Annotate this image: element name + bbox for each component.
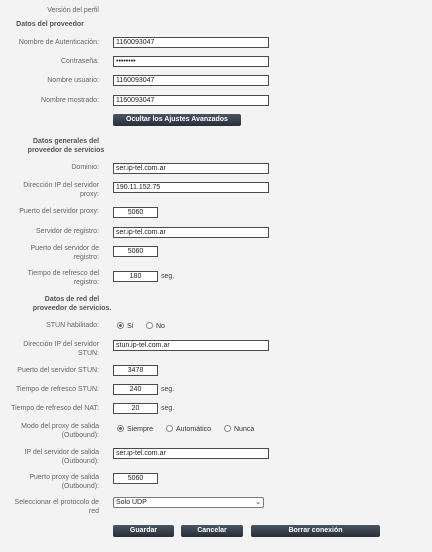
stun-yes-radio[interactable] [117, 322, 124, 329]
stun-yes-label: Sí [127, 323, 134, 330]
chevron-down-icon: ⌄ [255, 499, 261, 506]
registrar-port-label-line1: Puerto del servidor de [30, 245, 99, 252]
save-button[interactable]: Guardar [113, 525, 174, 537]
password-label: Contraseña: [60, 58, 99, 65]
general-section-title-line1: Datos generales del [32, 138, 100, 145]
refresh-label-line1: Tiempo de refresco del [27, 270, 99, 277]
registrar-label: Servidor de registro: [35, 228, 99, 235]
protocol-label-line1: Seleccionar el protocolo de [14, 499, 99, 506]
mode-always-label: Siempre [127, 426, 154, 433]
nat-refresh-unit: seg. [161, 405, 175, 412]
refresh-input[interactable]: 180 [113, 271, 158, 282]
stun-refresh-label: Tiempo de refresco STUN: [16, 386, 99, 393]
auth-name-label: Nombre de Autenticación: [18, 39, 99, 46]
username-label: Nombre usuario: [47, 77, 99, 84]
outbound-port-label-line2: (Outbound): [61, 483, 99, 490]
stun-ip-label-line1: Dirección IP del servidor [23, 341, 99, 348]
protocol-select[interactable] [113, 497, 264, 508]
stun-enabled-label: STUN habilitado: [46, 322, 99, 329]
auth-name-input[interactable]: 1160093047 [113, 37, 269, 48]
stun-no-label: No [156, 323, 165, 330]
outbound-ip-input[interactable]: ser.ip-tel.com.ar [113, 448, 269, 459]
nat-refresh-input[interactable]: 20 [113, 403, 158, 414]
domain-label: Dominio: [71, 164, 99, 171]
registrar-port-label-line2: registro: [73, 254, 99, 261]
mode-never-radio[interactable] [224, 425, 231, 432]
cancel-button[interactable]: Cancelar [181, 525, 243, 537]
delete-connection-button[interactable]: Borrar conexión [251, 525, 380, 537]
mode-never-label: Nunca [234, 426, 255, 433]
stun-ip-label-line2: STUN: [78, 350, 99, 357]
stun-refresh-unit: seg. [161, 386, 175, 393]
profile-version-label: Versión del perfil [47, 7, 99, 14]
mode-auto-label: Automático [176, 426, 212, 433]
stun-ip-input[interactable]: stun.ip-tel.com.ar [113, 340, 269, 351]
refresh-unit: seg. [161, 273, 175, 280]
nat-refresh-label: Tiempo de refresco del NAT: [11, 405, 99, 412]
general-section-title-line2: proveedor de servicios [27, 147, 105, 154]
network-section-title-line1: Datos de red del [44, 296, 100, 303]
display-name-input[interactable]: 1160093047 [113, 95, 269, 106]
protocol-select-value: Solo UDP [116, 499, 147, 506]
refresh-label-line2: registro: [73, 279, 99, 286]
outbound-mode-label-line1: Modo del proxy de salida [21, 423, 99, 430]
registrar-input[interactable]: ser.ip-tel.com.ar [113, 227, 269, 238]
provider-section-title: Datos del proveedor [16, 21, 84, 28]
proxy-ip-input[interactable]: 190.11.152.75 [113, 182, 269, 193]
network-section-title-line2: proveedor de servicios. [32, 305, 112, 312]
password-input[interactable]: •••••••• [113, 56, 269, 67]
stun-port-label: Puerto del servidor STUN: [17, 367, 99, 374]
outbound-mode-label-line2: (Outbound): [61, 432, 99, 439]
protocol-label-line2: red [88, 508, 99, 515]
proxy-port-label: Puerto del servidor proxy: [19, 208, 99, 215]
outbound-port-label-line1: Puerto proxy de salida [29, 474, 99, 481]
outbound-port-input[interactable]: 5060 [113, 473, 158, 484]
proxy-ip-label-line1: Dirección IP del servidor [23, 182, 99, 189]
stun-port-input[interactable]: 3478 [113, 365, 158, 376]
display-name-label: Nombre mostrado: [41, 97, 99, 104]
stun-no-radio[interactable] [146, 322, 153, 329]
registrar-port-input[interactable]: 5060 [113, 246, 158, 257]
proxy-port-input[interactable]: 5060 [113, 207, 158, 218]
mode-always-radio[interactable] [117, 425, 124, 432]
domain-input[interactable]: ser.ip-tel.com.ar [113, 163, 269, 174]
outbound-ip-label-line1: IP del servidor de salida [24, 449, 99, 456]
stun-refresh-input[interactable]: 240 [113, 384, 158, 395]
proxy-ip-label-line2: proxy: [79, 191, 99, 198]
mode-auto-radio[interactable] [166, 425, 173, 432]
outbound-ip-label-line2: (Outbound): [61, 458, 99, 465]
username-input[interactable]: 1160093047 [113, 75, 269, 86]
hide-advanced-settings-button[interactable]: Ocultar los Ajustes Avanzados [113, 114, 241, 126]
